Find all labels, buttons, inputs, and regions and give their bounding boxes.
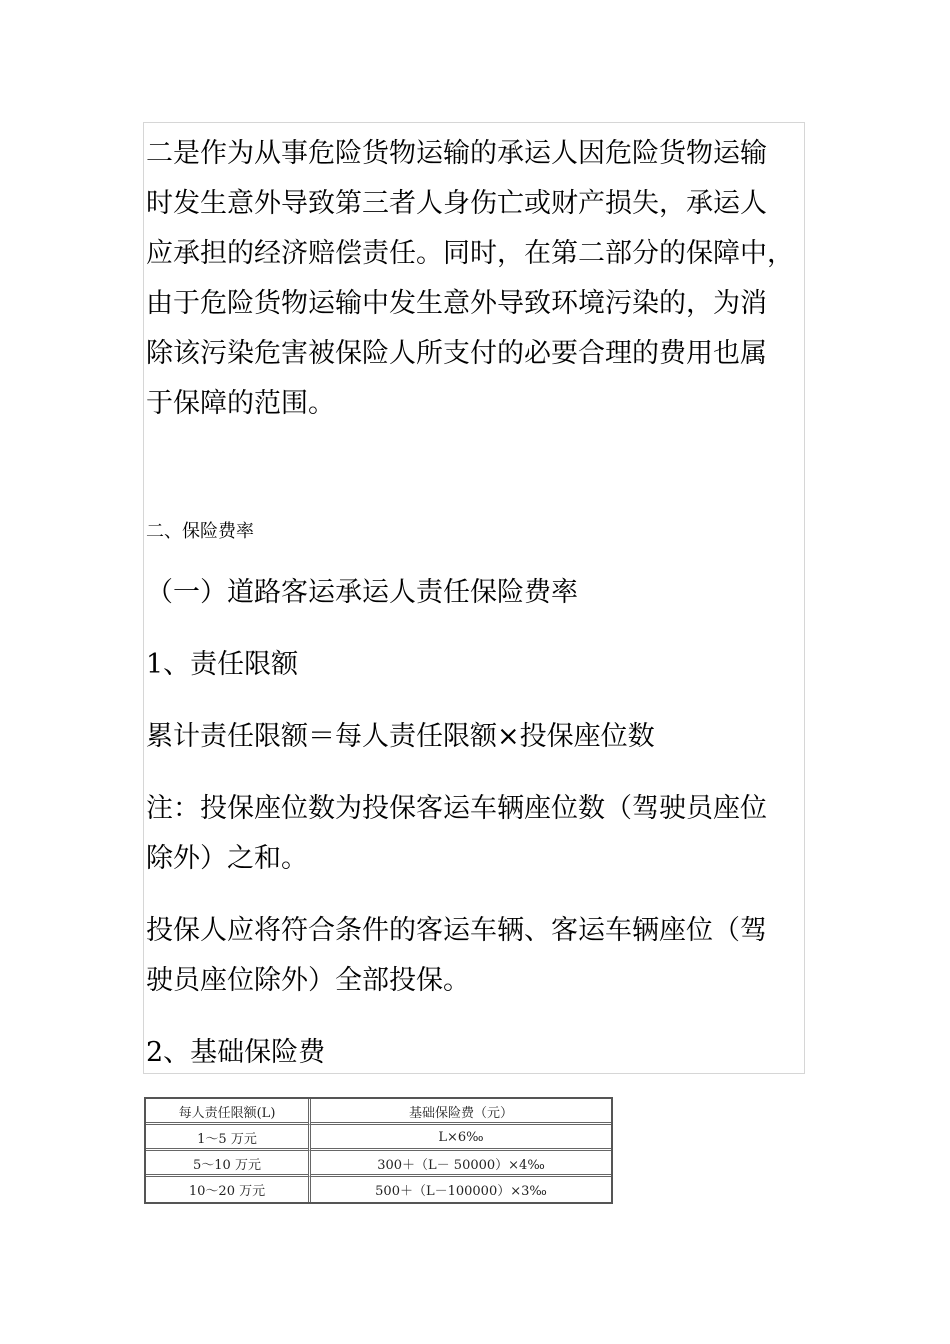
intro-line-4: 由于危险货物运输中发生意外导致环境污染的，为消 [146,288,767,319]
cell-premium: L×6‰ [311,1125,611,1151]
intro-line-3: 应承担的经济赔偿责任。同时，在第二部分的保障中， [146,238,794,269]
requirement-line-2: 驶员座位除外）全部投保。 [146,965,470,996]
header-liability-limit: 每人责任限额(L) [146,1099,311,1125]
cell-premium: 300＋（L－ 50000）×4‰ [311,1151,611,1177]
intro-line-2: 时发生意外导致第三者人身伤亡或财产损失，承运人 [146,188,767,219]
cell-limit: 5～10 万元 [146,1151,311,1177]
formula-text: 累计责任限额＝每人责任限额×投保座位数 [146,721,655,752]
table-header-row [146,1099,611,1125]
table-row [146,1177,611,1202]
intro-line-1: 二是作为从事危险货物运输的承运人因危险货物运输 [146,138,767,169]
note-line-1: 注：投保座位数为投保客运车辆座位数（驾驶员座位 [146,793,767,824]
intro-line-5: 除该污染危害被保险人所支付的必要合理的费用也属 [146,338,767,369]
subsection-heading: （一）道路客运承运人责任保险费率 [146,577,578,608]
note-line-2: 除外）之和。 [146,843,308,874]
base-premium-table [144,1097,613,1204]
cell-premium: 500＋（L－100000）×3‰ [375,1184,547,1199]
cell-limit: 1～5 万元 [146,1125,311,1151]
section-heading: 二、保险费率 [146,521,254,542]
header-base-premium: 基础保险费（元） [311,1099,611,1125]
table-row [146,1125,611,1151]
item2-heading: 2、基础保险费 [146,1037,326,1068]
intro-line-6: 于保障的范围。 [146,388,335,419]
requirement-line-1: 投保人应将符合条件的客运车辆、客运车辆座位（驾 [146,915,767,946]
table-row [146,1151,611,1177]
cell-limit: 10～20 万元 [146,1177,311,1202]
item1-heading: 1、责任限额 [146,649,299,680]
